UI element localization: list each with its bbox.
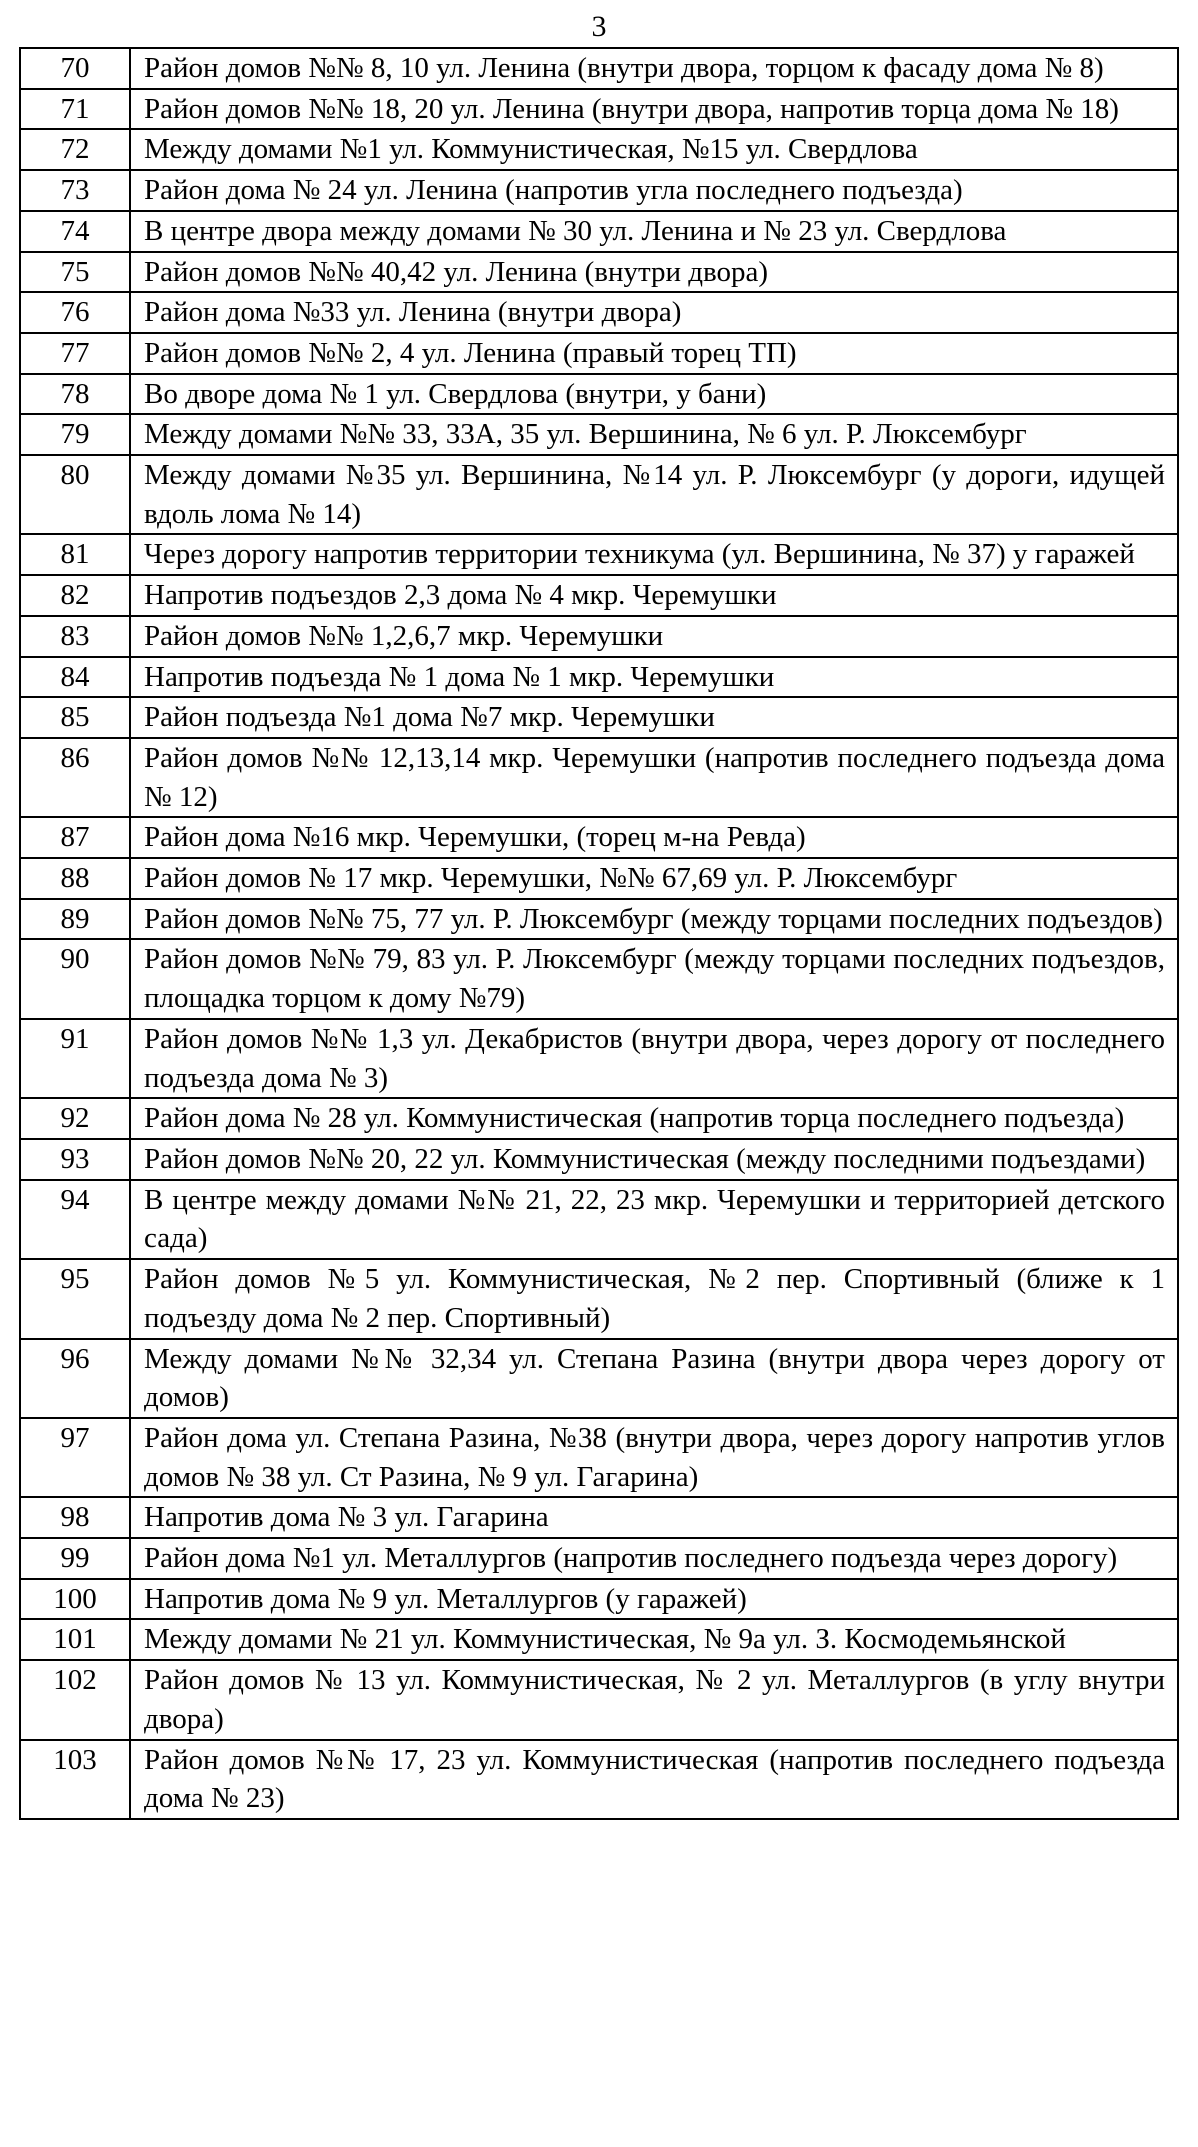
- row-number-cell: 81: [20, 534, 130, 575]
- row-number-cell: 103: [20, 1740, 130, 1819]
- location-description-cell: Район домов №№ 8, 10 ул. Ленина (внутри двора, торцом к фасаду дома № 8): [130, 48, 1178, 89]
- row-number-cell: 71: [20, 89, 130, 130]
- row-number-cell: 88: [20, 858, 130, 899]
- location-description-cell: Между домами №№ 33, 33А, 35 ул. Вершинина, № 6 ул. Р. Люксембург: [130, 414, 1178, 455]
- location-description-cell: Между домами №1 ул. Коммунистическая, №15 ул. Свердлова: [130, 129, 1178, 170]
- location-description-cell: Район домов № 13 ул. Коммунистическая, № 2 ул. Металлургов (в углу внутри двора): [130, 1660, 1178, 1739]
- location-description-cell: Между домами №35 ул. Вершинина, №14 ул. Р. Люксембург (у дороги, идущей вдоль лома № 14): [130, 455, 1178, 534]
- location-description-cell: Район домов №№ 12,13,14 мкр. Черемушки (напротив последнего подъезда дома № 12): [130, 738, 1178, 817]
- table-row: [20, 1579, 1178, 1620]
- table-row: [20, 1259, 1178, 1338]
- location-description-cell: Между домами № 21 ул. Коммунистическая, № 9а ул. З. Космодемьянской: [130, 1619, 1178, 1660]
- row-number-cell: 86: [20, 738, 130, 817]
- location-description-cell: Район дома № 24 ул. Ленина (напротив угла последнего подъезда): [130, 170, 1178, 211]
- location-description-cell: Район домов №№ 75, 77 ул. Р. Люксембург (между торцами последних подъездов): [130, 899, 1178, 940]
- table-row: [20, 1619, 1178, 1660]
- row-number-cell: 94: [20, 1180, 130, 1259]
- table-row: [20, 1180, 1178, 1259]
- table-row: [20, 414, 1178, 455]
- table-row: [20, 899, 1178, 940]
- row-number-cell: 96: [20, 1339, 130, 1418]
- table-row: [20, 333, 1178, 374]
- location-description-cell: Через дорогу напротив территории техникума (ул. Вершинина, № 37) у гаражей: [130, 534, 1178, 575]
- row-number-cell: 100: [20, 1579, 130, 1620]
- location-description-cell: Район дома №33 ул. Ленина (внутри двора): [130, 292, 1178, 333]
- location-description-cell: Район домов №№ 18, 20 ул. Ленина (внутри двора, напротив торца дома № 18): [130, 89, 1178, 130]
- location-description-cell: Район домов №№ 17, 23 ул. Коммунистическая (напротив последнего подъезда дома № 23): [130, 1740, 1178, 1819]
- location-description-cell: Район домов № 17 мкр. Черемушки, №№ 67,69 ул. Р. Люксембург: [130, 858, 1178, 899]
- table-row: [20, 1019, 1178, 1098]
- location-description-cell: Район домов №№ 1,2,6,7 мкр. Черемушки: [130, 616, 1178, 657]
- row-number-cell: 78: [20, 374, 130, 415]
- location-description-cell: Район дома №1 ул. Металлургов (напротив последнего подъезда через дорогу): [130, 1538, 1178, 1579]
- location-description-cell: В центре двора между домами № 30 ул. Ленина и № 23 ул. Свердлова: [130, 211, 1178, 252]
- row-number-cell: 85: [20, 697, 130, 738]
- location-description-cell: Район домов №№ 20, 22 ул. Коммунистическая (между последними подъездами): [130, 1139, 1178, 1180]
- row-number-cell: 101: [20, 1619, 130, 1660]
- table-row: [20, 252, 1178, 293]
- row-number-cell: 84: [20, 657, 130, 698]
- location-description-cell: Район домов №№ 40,42 ул. Ленина (внутри двора): [130, 252, 1178, 293]
- address-table-body: [20, 48, 1178, 1819]
- table-row: [20, 1139, 1178, 1180]
- location-description-cell: В центре между домами №№ 21, 22, 23 мкр. Черемушки и территорией детского сада): [130, 1180, 1178, 1259]
- location-description-cell: Район дома ул. Степана Разина, №38 (внутри двора, через дорогу напротив углов домов № 38 ул. Ст Разина, № 9 ул. Гагарина): [130, 1418, 1178, 1497]
- location-description-cell: Район дома №16 мкр. Черемушки, (торец м-на Ревда): [130, 817, 1178, 858]
- address-table: [19, 47, 1179, 1820]
- table-row: [20, 292, 1178, 333]
- table-row: [20, 129, 1178, 170]
- row-number-cell: 92: [20, 1098, 130, 1139]
- table-row: [20, 1538, 1178, 1579]
- row-number-cell: 80: [20, 455, 130, 534]
- table-row: [20, 455, 1178, 534]
- table-row: [20, 858, 1178, 899]
- row-number-cell: 97: [20, 1418, 130, 1497]
- location-description-cell: Район домов №№ 2, 4 ул. Ленина (правый торец ТП): [130, 333, 1178, 374]
- location-description-cell: Район подъезда №1 дома №7 мкр. Черемушки: [130, 697, 1178, 738]
- table-row: [20, 89, 1178, 130]
- row-number-cell: 77: [20, 333, 130, 374]
- table-row: [20, 374, 1178, 415]
- row-number-cell: 98: [20, 1497, 130, 1538]
- table-row: [20, 1660, 1178, 1739]
- row-number-cell: 70: [20, 48, 130, 89]
- table-row: [20, 616, 1178, 657]
- row-number-cell: 79: [20, 414, 130, 455]
- table-row: [20, 534, 1178, 575]
- row-number-cell: 89: [20, 899, 130, 940]
- table-row: [20, 1740, 1178, 1819]
- table-row: [20, 939, 1178, 1018]
- location-description-cell: Напротив дома № 3 ул. Гагарина: [130, 1497, 1178, 1538]
- location-description-cell: Район домов №№ 79, 83 ул. Р. Люксембург (между торцами последних подъездов, площадка торцом к дому №79): [130, 939, 1178, 1018]
- page-number: 3: [591, 10, 607, 43]
- table-row: [20, 817, 1178, 858]
- table-row: [20, 170, 1178, 211]
- location-description-cell: Между домами №№ 32,34 ул. Степана Разина (внутри двора через дорогу от домов): [130, 1339, 1178, 1418]
- row-number-cell: 102: [20, 1660, 130, 1739]
- row-number-cell: 75: [20, 252, 130, 293]
- table-row: [20, 1497, 1178, 1538]
- row-number-cell: 72: [20, 129, 130, 170]
- table-row: [20, 738, 1178, 817]
- row-number-cell: 95: [20, 1259, 130, 1338]
- location-description-cell: Напротив подъездов 2,3 дома № 4 мкр. Черемушки: [130, 575, 1178, 616]
- row-number-cell: 73: [20, 170, 130, 211]
- location-description-cell: Район дома № 28 ул. Коммунистическая (напротив торца последнего подъезда): [130, 1098, 1178, 1139]
- row-number-cell: 83: [20, 616, 130, 657]
- table-row: [20, 697, 1178, 738]
- table-row: [20, 1339, 1178, 1418]
- table-row: [20, 211, 1178, 252]
- location-description-cell: Район домов №5 ул. Коммунистическая, №2 пер. Спортивный (ближе к 1 подъезду дома № 2 пер. Спортивный): [130, 1259, 1178, 1338]
- row-number-cell: 76: [20, 292, 130, 333]
- table-row: [20, 575, 1178, 616]
- row-number-cell: 87: [20, 817, 130, 858]
- location-description-cell: Во дворе дома № 1 ул. Свердлова (внутри, у бани): [130, 374, 1178, 415]
- row-number-cell: 93: [20, 1139, 130, 1180]
- table-row: [20, 48, 1178, 89]
- table-row: [20, 657, 1178, 698]
- row-number-cell: 82: [20, 575, 130, 616]
- table-row: [20, 1418, 1178, 1497]
- table-row: [20, 1098, 1178, 1139]
- location-description-cell: Напротив дома № 9 ул. Металлургов (у гаражей): [130, 1579, 1178, 1620]
- location-description-cell: Напротив подъезда № 1 дома № 1 мкр. Черемушки: [130, 657, 1178, 698]
- location-description-cell: Район домов №№ 1,3 ул. Декабристов (внутри двора, через дорогу от последнего подъезда дома № 3): [130, 1019, 1178, 1098]
- row-number-cell: 91: [20, 1019, 130, 1098]
- row-number-cell: 99: [20, 1538, 130, 1579]
- row-number-cell: 74: [20, 211, 130, 252]
- row-number-cell: 90: [20, 939, 130, 1018]
